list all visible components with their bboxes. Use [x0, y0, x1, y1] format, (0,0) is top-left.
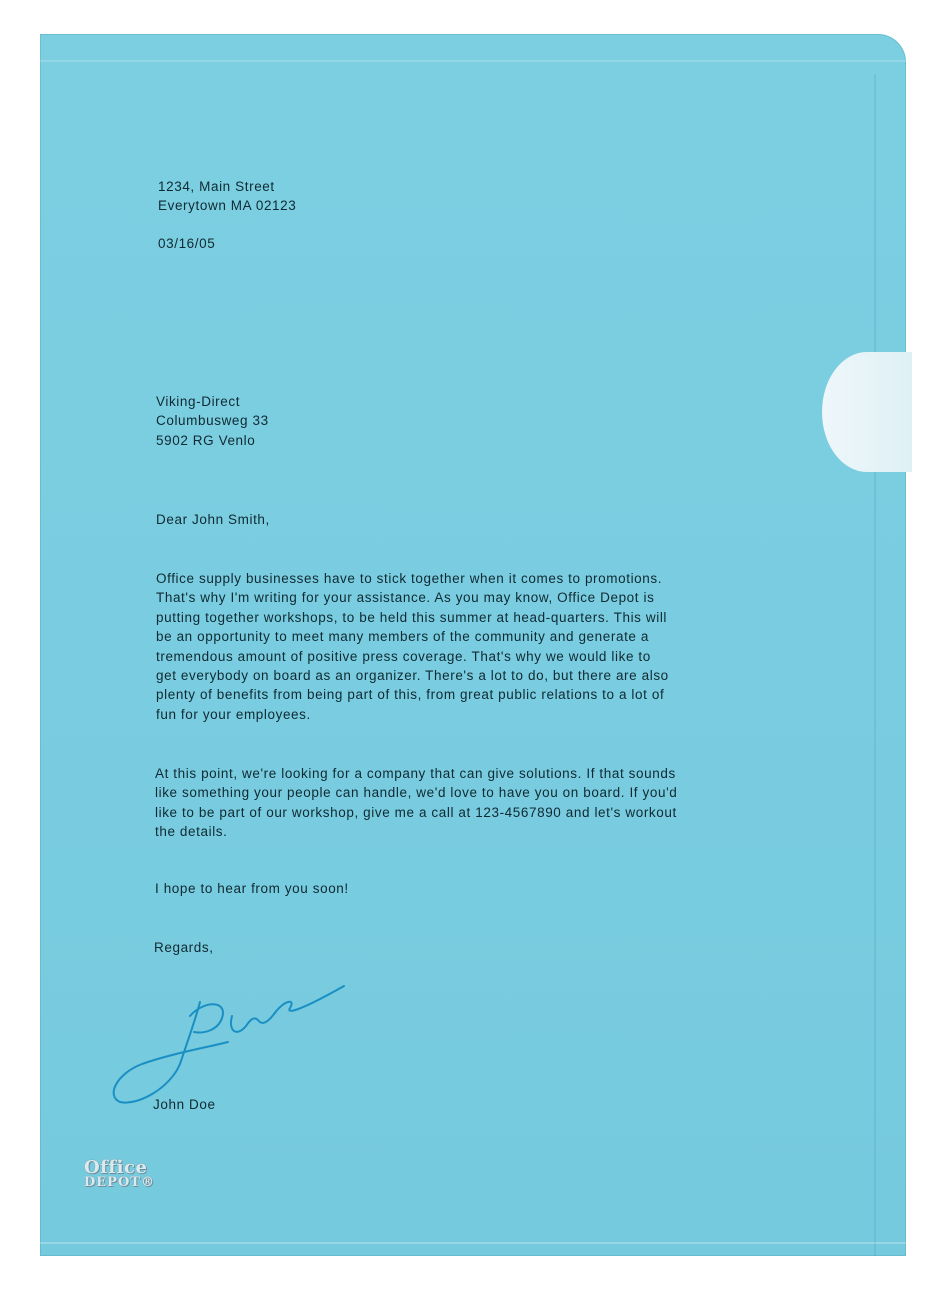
closing-text: I hope to hear from you soon!	[155, 881, 349, 896]
logo-line-2: DEPOT®	[84, 1175, 155, 1190]
sender-street: 1234, Main Street	[158, 179, 275, 194]
folder-thumb-notch	[822, 352, 912, 472]
folder-top-seam	[40, 60, 906, 62]
regards	[154, 938, 214, 957]
paragraph-line: like something your people can handle, we'd love to have you on board. If you'd	[155, 785, 678, 801]
paragraph-line: putting together workshops, to be held this summer at head-quarters. This will	[156, 609, 668, 625]
recipient-address	[156, 392, 269, 450]
date-text: 03/16/05	[158, 236, 216, 251]
letter-date	[158, 234, 215, 253]
logo-line-1: Office	[84, 1157, 148, 1178]
recipient-street: Columbusweg 33	[156, 413, 269, 429]
paragraph-line: fun for your employees.	[156, 706, 311, 722]
letter-greeting	[156, 510, 270, 529]
handwritten-signature	[108, 978, 353, 1113]
paragraph-line: the details.	[155, 824, 228, 840]
recipient-company: Viking-Direct	[156, 394, 241, 409]
body-paragraph-1	[156, 569, 796, 724]
sender-address	[158, 177, 296, 216]
paragraph-line: be an opportunity to meet many members of the community and generate a	[156, 629, 649, 645]
paragraph-line: like to be part of our workshop, give me a call at 123-4567890 and let's workout	[155, 804, 677, 820]
paragraph-line: tremendous amount of positive press coverage. That's why we would like to	[156, 648, 651, 664]
body-paragraph-2	[155, 764, 795, 842]
closing-line	[155, 879, 349, 898]
regards-text: Regards,	[154, 940, 214, 955]
signer-name	[153, 1095, 216, 1114]
greeting-text: Dear John Smith,	[156, 512, 270, 527]
recipient-city: 5902 RG Venlo	[156, 432, 256, 448]
folder-right-seam	[874, 74, 876, 1256]
paragraph-line: At this point, we're looking for a company that can give solutions. If that sounds	[155, 766, 676, 781]
paragraph-line: That's why I'm writing for your assistance. As you may know, Office Depot is	[156, 590, 655, 606]
folder-bottom-seam	[40, 1242, 906, 1244]
paragraph-line: Office supply businesses have to stick together when it comes to promotions.	[156, 571, 663, 586]
office-depot-logo	[84, 1157, 155, 1190]
paragraph-line: get everybody on board as an organizer. There's a lot to do, but there are also	[156, 668, 669, 684]
sender-city: Everytown MA 02123	[158, 198, 297, 214]
signer-text: John Doe	[153, 1097, 216, 1112]
paragraph-line: plenty of benefits from being part of this, from great public relations to a lot of	[156, 687, 665, 703]
